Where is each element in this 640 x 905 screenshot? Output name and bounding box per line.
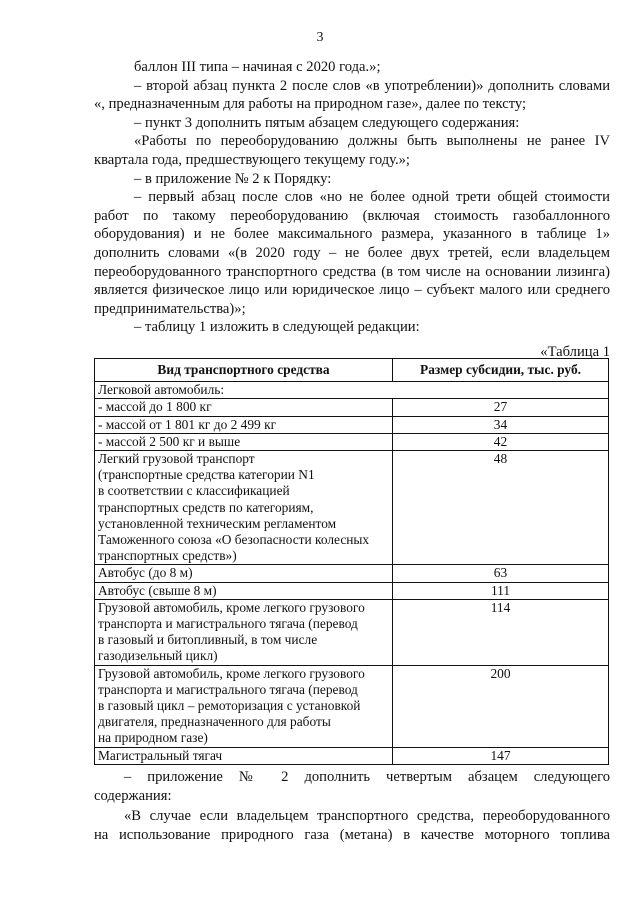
- table-row: [95, 599, 609, 665]
- paragraph: – приложение № 2 дополнить четвертым абзацем следующего: [124, 769, 610, 785]
- subsidy-value-cell: 147: [393, 747, 609, 764]
- subsidy-value-cell: 200: [393, 665, 609, 747]
- vehicle-type-cell: Магистральный тягач: [95, 747, 393, 764]
- table-row: [95, 416, 609, 433]
- paragraph: – второй абзац пункта 2 после слов «в употреблении)» дополнить словами «, предназначенным для работы на природном газе», далее по тексту;: [94, 77, 610, 113]
- subsidy-value-cell: 48: [393, 451, 609, 565]
- vehicle-type-cell: Грузовой автомобиль, кроме легкого грузового транспорта и магистрального тягача (перевод в газовый и битопливный, в том числе газодизельный цикл): [95, 599, 393, 665]
- body-text: [94, 58, 610, 362]
- table-row: [95, 565, 609, 582]
- table-row: [95, 747, 609, 764]
- paragraph: – в приложение № 2 к Порядку:: [134, 170, 332, 187]
- paragraph: – первый абзац после слов «но не более одной трети общей стоимости работ по такому переоборудованию (включая стоимость газобаллонного оборудования) и не более максимального размера, указанного в таблице 1» дополнить словами «(в 2020 году – не более двух третей, если владельцем переоборудованного транспортного средства (в том числе на основании лизинга) является физическое лицо или юридическое лицо – субъект малого или среднего предпринимательства)»;: [94, 189, 610, 317]
- subsidy-value-cell: 34: [393, 416, 609, 433]
- subsidy-value-cell: 42: [393, 433, 609, 450]
- paragraph: баллон III типа – начиная с 2020 года.»;: [134, 59, 381, 75]
- table-row: [95, 582, 609, 599]
- vehicle-type-cell: Легкий грузовой транспорт (транспортные средства категории N1 в соответствии с классификацией транспортных средств по категориям, установленной техническим регламентом Таможенного союза «О безопасности колесных транспортных средств»): [95, 451, 393, 565]
- subsidy-value-cell: 27: [393, 399, 609, 416]
- table-group-row: [95, 382, 609, 399]
- table-caption: «Таблица 1: [540, 343, 610, 360]
- paragraph: «В случае если владельцем транспортного средства, переоборудованного: [124, 807, 610, 824]
- column-header-subsidy-amount: Размер субсидии, тыс. руб.: [393, 359, 609, 382]
- paragraph: «Работы по переоборудованию должны быть выполнены не ранее IV квартала года, предшествующего текущему году.»;: [94, 133, 610, 168]
- vehicle-type-cell: Грузовой автомобиль, кроме легкого грузового транспорта и магистрального тягача (перевод в газовый цикл – ремоторизация с установкой двигателя, предназначенного для работы на природном газе): [95, 665, 393, 747]
- column-header-vehicle-type: Вид транспортного средства: [95, 359, 393, 382]
- paragraph: – таблицу 1 изложить в следующей редакции:: [134, 319, 420, 336]
- subsidy-value-cell: 63: [393, 565, 609, 582]
- table-header-row: [95, 359, 609, 382]
- page-number: 3: [316, 30, 324, 45]
- continuation-text: [94, 768, 610, 846]
- vehicle-type-cell: Автобус (свыше 8 м): [95, 582, 393, 599]
- paragraph: на использование природного газа (метана) в качестве моторного топлива: [94, 827, 610, 844]
- subsidy-table: [94, 358, 609, 765]
- vehicle-type-cell: - массой 2 500 кг и выше: [95, 433, 393, 450]
- table-row: [95, 665, 609, 747]
- vehicle-type-cell: Автобус (до 8 м): [95, 565, 393, 582]
- group-label-passenger-car: Легковой автомобиль:: [95, 382, 609, 399]
- table-row: [95, 399, 609, 416]
- paragraph: – пункт 3 дополнить пятым абзацем следующего содержания:: [134, 114, 520, 131]
- table-row: [95, 451, 609, 565]
- vehicle-type-cell: - массой от 1 801 кг до 2 499 кг: [95, 416, 393, 433]
- subsidy-value-cell: 114: [393, 599, 609, 665]
- subsidy-value-cell: 111: [393, 582, 609, 599]
- table-row: [95, 433, 609, 450]
- paragraph: содержания:: [94, 788, 172, 805]
- vehicle-type-cell: - массой до 1 800 кг: [95, 399, 393, 416]
